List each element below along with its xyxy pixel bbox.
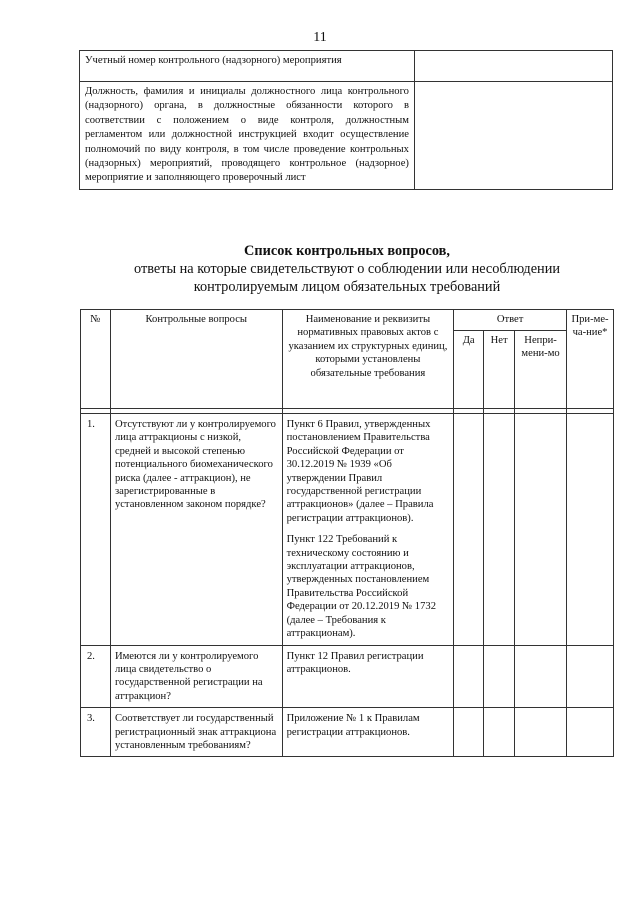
row-number: 2. [81,645,111,708]
answer-yes-cell[interactable] [454,414,484,646]
row-requisite-1: Пункт 6 Правил, утвержденных постановлением Правительства Российской Федерации от 30.12.2019 № 1939 «Об утверждении Правил государственной регистрации аттракционов» (далее – Правила регистрации аттракционов). [286,419,434,524]
table-header-row [81,310,614,331]
row-requisite-1: Приложение № 1 к Правилам регистрации аттракционов. [286,713,420,738]
row-question: Соответствует ли государственный регистрационный знак аттракциона установленным требованиям? [110,708,282,757]
header-num: № [81,310,111,409]
checklist-table [80,309,614,757]
header-note: При-ме-ча-ние* [567,310,614,409]
note-cell[interactable] [567,414,614,646]
list-subtitle-line2: контролируемым лицом обязательных требований [193,279,501,295]
note-cell[interactable] [567,645,614,708]
header-answer: Ответ [454,310,567,331]
info-value-inspection-number [414,51,612,82]
header-requisites: Наименование и реквизиты нормативных правовых актов с указанием их структурных единиц, которыми установлены обязательные требования [282,310,454,409]
header-no: Нет [484,331,515,409]
note-cell[interactable] [567,708,614,757]
table-row [81,414,614,646]
row-requisites [282,708,454,757]
row-requisites [282,645,454,708]
table-row [81,708,614,757]
info-table [79,50,613,190]
row-requisites [282,414,454,646]
answer-na-cell[interactable] [515,708,567,757]
info-row-official [80,82,613,190]
table-row [81,645,614,708]
info-label-inspection-number: Учетный номер контрольного (надзорного) мероприятия [80,51,415,82]
answer-no-cell[interactable] [484,645,515,708]
row-number: 3. [81,708,111,757]
info-label-official: Должность, фамилия и инициалы должностного лица контрольного (надзорного) органа, в должностные обязанности которого в соответствии с положением о виде контроля, должностным регламентом или должностной инструкцией входит осуществление полномочий по виду контроля, в том числе проведение контрольных (надзорных) мероприятий, проводящего контрольное (надзорное) мероприятие и заполняющего проверочный лист [80,82,415,190]
info-value-official [414,82,612,190]
row-requisite-2: Пункт 122 Требований к техническому состоянию и эксплуатации аттракционов, утвержденных постановлением Правительства Российской Федерации от 20.12.2019 № 1732 (далее – Требования к аттракционам). [286,534,436,640]
answer-no-cell[interactable] [484,708,515,757]
row-question: Отсутствуют ли у контролируемого лица аттракционы с низкой, средней и высокой степенью потенциального биомеханического риска (далее - аттракцион), не зарегистрированные в установленном законом порядке? [110,414,282,646]
row-question: Имеются ли у контролируемого лица свидетельство о государственной регистрации на аттракцион? [110,645,282,708]
list-title: Список контрольных вопросов, [244,243,450,259]
header-na: Непри-мени-мо [515,331,567,409]
list-subtitle-line1: ответы на которые свидетельствуют о соблюдении или несоблюдении [133,261,561,277]
answer-na-cell[interactable] [515,414,567,646]
answer-no-cell[interactable] [484,414,515,646]
info-row-inspection-number [80,51,613,82]
answer-yes-cell[interactable] [454,708,484,757]
page-number: 11 [313,30,327,45]
answer-na-cell[interactable] [515,645,567,708]
row-number: 1. [81,414,111,646]
row-requisite-1: Пункт 12 Правил регистрации аттракционов. [286,650,424,675]
answer-yes-cell[interactable] [454,645,484,708]
header-yes: Да [454,331,484,409]
header-questions: Контрольные вопросы [110,310,282,409]
